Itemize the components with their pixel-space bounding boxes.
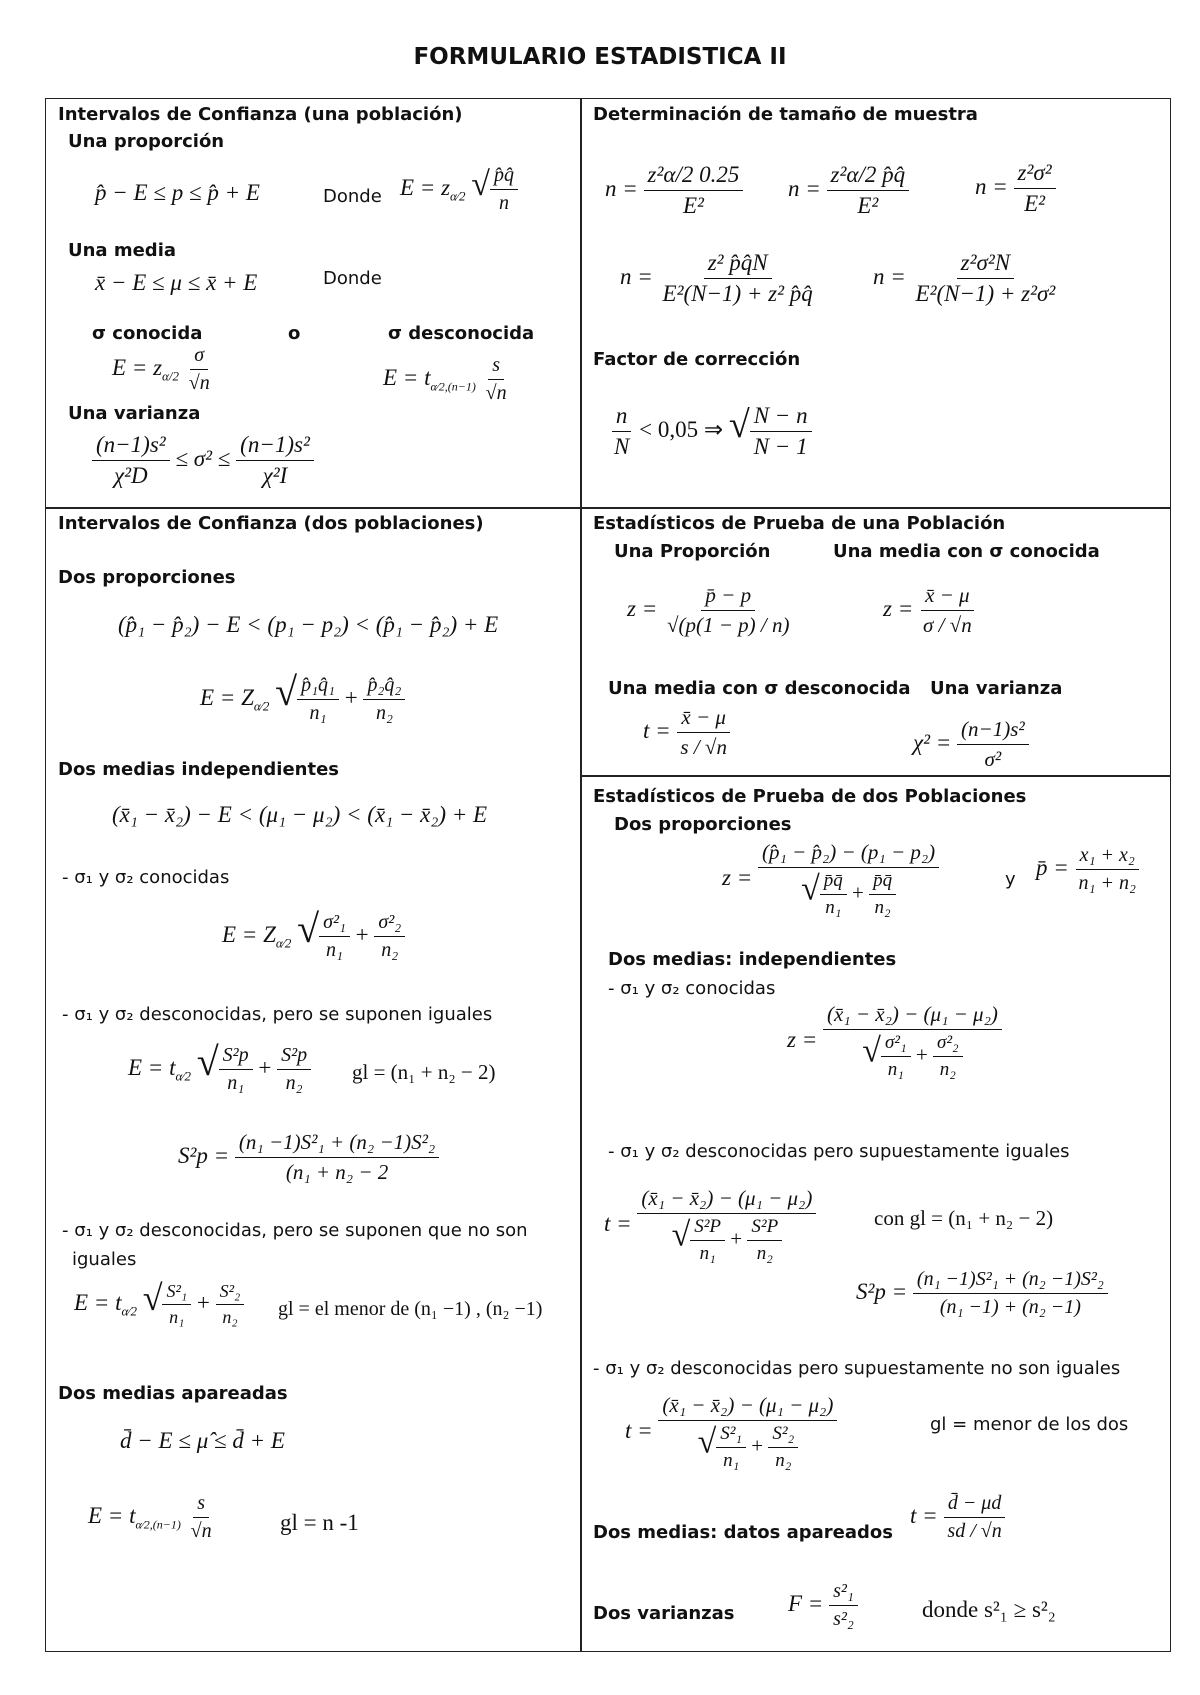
- page-title: FORMULARIO ESTADISTICA II: [413, 44, 787, 70]
- subheading-dos-proporciones: Dos proporciones: [614, 814, 792, 835]
- label-caso-desconocidas-distintas: - σ₁ y σ₂ desconocidas pero supuestamente no son iguales: [593, 1358, 1121, 1379]
- formula-dos-proporciones-intervalo: (p̂₁ − p̂₂) − E < (p₁ − p₂) < (p̂₁ − p̂₂) + E: [118, 612, 499, 637]
- subheading-datos-apareados: Dos medias: datos apareados: [593, 1522, 893, 1543]
- formula-error-desconocidas-iguales: $E = t_{\alpha⁄2}$ √ $\frac{\text{S²p}}{\text{n₁}}$ + $\frac{\text{S²p}}{\text{n₂}}$: [128, 1038, 311, 1095]
- formula-n-proporcion-maxima: n = $\frac{\text{z²α/2 0.25}}{\text{E²}}$: [605, 162, 743, 219]
- label-o: o: [288, 323, 301, 344]
- formula-gl-distintas: gl = el menor de (n₁ −1) , (n₂ −1): [278, 1298, 543, 1320]
- subheading-una-media: Una media: [68, 240, 177, 261]
- subheading-dos-proporciones: Dos proporciones: [58, 567, 236, 588]
- subheading-una-varianza: Una varianza: [930, 678, 1063, 699]
- subheading-una-media-sigma-conocida: Una media con σ conocida: [833, 541, 1100, 562]
- subheading-una-varianza: Una varianza: [68, 403, 201, 424]
- formula-p-barra: p̄ = $\frac{\text{x₁ + x₂}}{\text{n₁ + n₂}}$: [1036, 844, 1140, 895]
- subheading-una-media-sigma-desconocida: Una media con σ desconocida: [608, 678, 911, 699]
- section-heading: Determinación de tamaño de muestra: [593, 104, 978, 125]
- formula-proporcion-intervalo: p̂ − E ≤ p ≤ p̂ + E: [95, 180, 260, 205]
- formula-proporcion-error: $E = z_{\alpha⁄2}$ √ $\frac{p̂q̂}{n}$: [400, 164, 518, 215]
- formula-z-proporcion: z = $\frac{p̄ - p}{√(p(1 - p) / n)}$: [627, 583, 790, 637]
- formula-n-media-finita: n = $\frac{\text{z²σ²N}}{\text{E²(N−1) + z²σ²}}$: [873, 250, 1056, 306]
- formula-error-sigma-desconocida: $E = t_{\alpha⁄2,(n-1)}$ $\frac{s}{√n}$: [383, 354, 507, 404]
- formula-gl-apareadas: gl = n -1: [280, 1510, 359, 1535]
- formula-factor-correccion: $\frac{n}{N}$ < 0,05 ⇒ √ $\frac{N - n}{N - 1}$: [610, 403, 812, 460]
- formula-error-sigma-conocida: $E = z_{\alpha/2}$ $\frac{\sigma}{√n}$: [112, 344, 210, 394]
- section-heading: Estadísticos de Prueba de dos Poblaciones: [593, 786, 1027, 807]
- subheading-dos-varianzas: Dos varianzas: [593, 1603, 735, 1624]
- formula-condicion-F: donde s²₁ ≥ s²₂: [922, 1597, 1056, 1622]
- formula-varianza-ponderada: S²p = $\frac{\text{(n₁ −1)S²₁ + (n₂ −1)S²₂}}{\text{(n₁ + n₂ − 2}}$: [178, 1130, 439, 1185]
- left-row-divider: [45, 507, 580, 509]
- label-caso-desconocidas-iguales: - σ₁ y σ₂ desconocidas pero supuestamente iguales: [608, 1141, 1070, 1162]
- subheading-una-proporcion: Una proporción: [68, 131, 225, 152]
- formula-gl-iguales: con gl = (n₁ + n₂ − 2): [874, 1206, 1054, 1230]
- formula-chi-cuadrado: χ² = $\frac{\text{(n−1)s²}}{\text{σ²}}$: [913, 717, 1029, 772]
- section-heading: Intervalos de Confianza (dos poblaciones): [58, 513, 484, 534]
- subheading-dos-medias-independientes: Dos medias independientes: [58, 759, 340, 780]
- right-row-divider-2: [580, 775, 1171, 777]
- formula-gl-iguales: gl = (n₁ + n₂ − 2): [352, 1060, 496, 1084]
- formula-varianza-intervalo: $\frac{\text{(n−1)s²}}{\text{χ²D}}$ ≤ σ² ≤ $\frac{\text{(n−1)s²}}{\text{χ²I}}$: [92, 432, 314, 489]
- subheading-dos-medias-apareadas: Dos medias apareadas: [58, 1383, 288, 1404]
- formula-n-proporcion-finita: n = $\frac{\text{z² p̂q̂N}}{\text{E²(N−1) + z² p̂q̂}}$: [620, 250, 813, 306]
- formula-t-dos-medias-iguales: t = (x̄₁ − x̄₂) − (μ₁ − μ₂) √ $\frac{\text{S²P}}{\text{n₁}}$ + $\frac{\text{S²P}}{\text{n₂}}$: [604, 1186, 816, 1265]
- formula-F: F = $\frac{\text{s²₁}}{\text{s²₂}}$: [788, 1580, 858, 1631]
- right-row-divider-1: [580, 507, 1171, 509]
- formula-error-conocidas: $E = Z_{\alpha⁄2}$ √ $\frac{\text{σ²₁}}{\text{n₁}}$ + $\frac{\text{σ²₂}}{\text{n₂}}$: [222, 905, 405, 962]
- formula-error-apareadas: $E = t_{\alpha⁄2,(n-1)}$ $\frac{s}{√n}$: [88, 1492, 212, 1542]
- formula-error-desconocidas-distintas: $E = t_{\alpha⁄2}$ √ $\frac{\text{S²₁}}{\text{n₁}}$ + $\frac{\text{S²₂}}{\text{n₂}}$: [74, 1277, 244, 1328]
- formula-n-media: n = $\frac{\text{z²σ²}}{\text{E²}}$: [975, 160, 1056, 217]
- label-caso-conocidas: - σ₁ y σ₂ conocidas: [62, 867, 230, 888]
- label-donde: Donde: [323, 268, 382, 289]
- label-sigma-conocida: σ conocida: [92, 323, 203, 344]
- formula-varianza-ponderada: S²p = $\frac{\text{(n₁ −1)S²₁ + (n₂ −1)S²₂}}{\text{(n₁ −1) + (n₂ −1)}}$: [856, 1268, 1108, 1319]
- label-caso-conocidas: - σ₁ y σ₂ conocidas: [608, 978, 776, 999]
- subheading-una-proporcion: Una Proporción: [614, 541, 771, 562]
- formula-z-dos-medias: z = (x̄₁ − x̄₂) − (μ₁ − μ₂) √ $\frac{\text{σ²₁}}{\text{n₁}}$ + $\frac{\text{σ²₂}}{\text{n₂}}$: [787, 1002, 1002, 1081]
- section-heading: Intervalos de Confianza (una población): [58, 104, 463, 125]
- label-donde: Donde: [323, 186, 382, 207]
- formula-t-apareados: t = $\frac{d̄ - \mu d}{sd / √n}$: [910, 1492, 1006, 1543]
- formula-z-dos-proporciones: z = (p̂₁ − p̂₂) − (p₁ − p₂) √ $\frac{p̄q̄}{\text{n₁}}$ + $\frac{p̄q̄}{\text{n₂}}$: [722, 840, 939, 919]
- formula-dos-medias-intervalo: (x̄₁ − x̄₂) − E < (μ₁ − μ₂) < (x̄₁ − x̄₂) + E: [112, 802, 488, 827]
- label-sigma-desconocida: σ desconocida: [388, 323, 535, 344]
- subheading-factor-correccion: Factor de corrección: [593, 349, 801, 370]
- label-gl-menor: gl = menor de los dos: [930, 1414, 1129, 1435]
- subheading-dos-medias-independientes: Dos medias: independientes: [608, 949, 897, 970]
- label-caso-desconocidas-distintas: - σ₁ y σ₂ desconocidas, pero se suponen que no son: [62, 1220, 528, 1241]
- formula-z-media: z = $\frac{x̄ - \mu}{\sigma / √n}$: [883, 583, 972, 637]
- column-divider: [580, 98, 582, 1652]
- formula-dos-proporciones-error: $E = Z_{\alpha⁄2}$ √ $\frac{\text{p̂₁q̂₁}}{\text{n₁}}$ + $\frac{\text{p̂₂q̂₂}}{\text{n₂}}$: [200, 668, 405, 725]
- formula-apareadas-intervalo: d̄ − E ≤ μ̂ ≤ d̄ + E: [120, 1428, 285, 1453]
- section-heading: Estadísticos de Prueba de una Población: [593, 513, 1006, 534]
- formula-t-media: t = $\frac{x̄ - \mu}{s / √n}$: [643, 705, 731, 760]
- label-caso-desconocidas-iguales: - σ₁ y σ₂ desconocidas, pero se suponen iguales: [62, 1004, 493, 1025]
- label-caso-desconocidas-distintas-cont: iguales: [72, 1249, 137, 1270]
- formula-media-intervalo: x̄ − E ≤ μ ≤ x̄ + E: [95, 270, 258, 295]
- formula-t-dos-medias-distintas: t = (x̄₁ − x̄₂) − (μ₁ − μ₂) √ $\frac{\text{S²₁}}{\text{n₁}}$ + $\frac{\text{S²₂}}{\text{n₂}}$: [625, 1393, 837, 1472]
- label-y: y: [1005, 869, 1016, 890]
- formula-n-proporcion: n = $\frac{\text{z²α/2 p̂q̂}}{\text{E²}}$: [788, 162, 909, 219]
